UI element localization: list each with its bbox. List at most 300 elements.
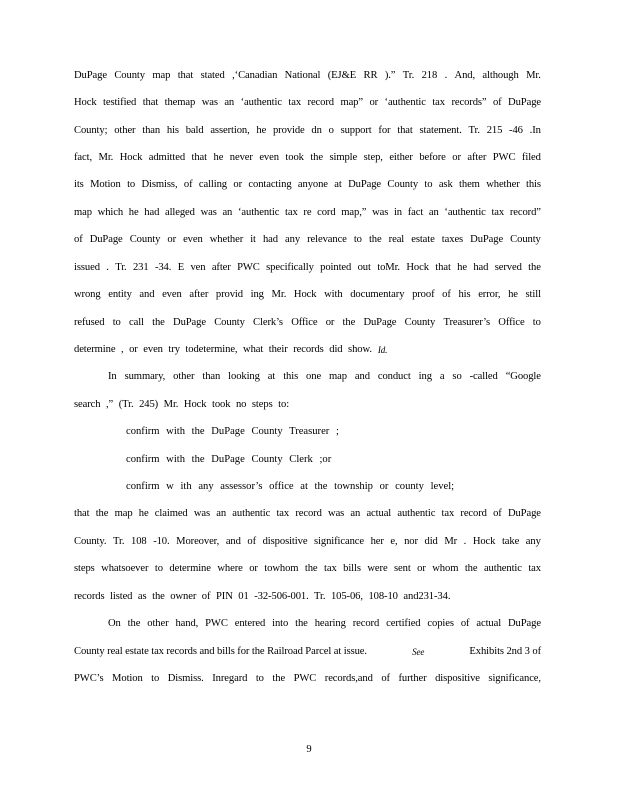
- word: other: [147, 618, 169, 629]
- word: Clerk’s: [253, 317, 283, 328]
- word: record: [352, 618, 380, 629]
- word: of: [247, 536, 257, 547]
- word: were: [367, 563, 388, 574]
- word: was: [201, 97, 218, 108]
- text-line: [74, 206, 541, 220]
- word: so: [452, 371, 462, 382]
- word: dispositive: [262, 536, 308, 547]
- word: he: [138, 508, 149, 519]
- word: County: [214, 317, 245, 328]
- word: -10.: [153, 536, 170, 547]
- word: her: [370, 536, 384, 547]
- word: or: [452, 152, 461, 163]
- word: than: [142, 125, 161, 136]
- word: the: [152, 317, 165, 328]
- word: sent: [394, 563, 411, 574]
- text-line: [74, 562, 541, 576]
- text-line-content: County real estate tax records and bills for the Railroad Parcel at issue.: [74, 646, 367, 657]
- word: County: [114, 70, 145, 81]
- word: steps: [74, 563, 95, 574]
- word: hearing: [314, 618, 346, 629]
- page-number: 9: [306, 744, 312, 755]
- word: bald: [185, 125, 204, 136]
- text-line: [74, 590, 541, 604]
- word: PWC: [293, 673, 317, 684]
- word: record: [307, 97, 334, 108]
- word: -called: [469, 371, 498, 382]
- word: Hock: [406, 262, 429, 273]
- text-line: [74, 261, 541, 275]
- word: contacting: [248, 179, 292, 190]
- word: did: [424, 536, 438, 547]
- word: map: [152, 70, 171, 81]
- word: them: [459, 179, 480, 190]
- word: that: [74, 508, 90, 519]
- word: County.: [74, 536, 107, 547]
- word: for: [378, 125, 391, 136]
- word: than: [202, 371, 221, 382]
- word: step,: [363, 152, 383, 163]
- word: Motion: [112, 673, 143, 684]
- word: “Google: [505, 371, 541, 382]
- word: County: [387, 179, 419, 190]
- word: tax: [528, 563, 541, 574]
- word: his: [166, 125, 179, 136]
- word: had: [473, 262, 489, 273]
- word: still: [525, 289, 541, 300]
- word: an: [224, 97, 235, 108]
- word: ‘authentic: [237, 207, 280, 218]
- word: and: [225, 536, 241, 547]
- word: Hock: [119, 152, 143, 163]
- word: to: [424, 179, 433, 190]
- word: Hock: [293, 289, 317, 300]
- word: to: [112, 317, 121, 328]
- word: cord: [317, 207, 336, 218]
- word: record: [295, 508, 322, 519]
- text-line-content: determine , or even try todetermine, what their records did show.: [74, 344, 372, 355]
- word: Tr.: [468, 125, 480, 136]
- word: assertion,: [210, 125, 250, 136]
- word: where: [217, 563, 243, 574]
- word: issued: [74, 262, 100, 273]
- word: Inregard: [212, 673, 248, 684]
- word: call: [129, 317, 144, 328]
- word: map: [114, 508, 133, 519]
- word: significance,: [488, 673, 541, 684]
- word: this: [526, 179, 541, 190]
- word: tax: [441, 508, 455, 519]
- word: and: [139, 289, 155, 300]
- word: the: [464, 563, 478, 574]
- word: map”: [340, 97, 363, 108]
- word: actual: [476, 618, 502, 629]
- word: testified: [103, 97, 137, 108]
- word: DuPage: [507, 618, 541, 629]
- word: ‘authentic: [384, 97, 426, 108]
- word: the: [127, 618, 141, 629]
- word: Tr.: [113, 536, 125, 547]
- word: ven: [190, 262, 206, 273]
- word: was: [200, 207, 217, 218]
- word: National: [284, 70, 321, 81]
- word: o: [328, 125, 334, 136]
- word: record”: [509, 207, 541, 218]
- word: whether: [209, 234, 244, 245]
- text-line: [74, 96, 541, 110]
- word: real: [388, 234, 405, 245]
- word: 231: [132, 262, 149, 273]
- word: an: [428, 207, 439, 218]
- word: this: [283, 371, 299, 382]
- word: alleged: [164, 207, 195, 218]
- word: or: [233, 179, 243, 190]
- text-line: [74, 645, 541, 659]
- word: it: [250, 234, 256, 245]
- word: authentic: [397, 508, 436, 519]
- word: 215: [486, 125, 503, 136]
- word: re: [303, 207, 312, 218]
- word: after: [189, 289, 209, 300]
- word: entered: [234, 618, 266, 629]
- word: Dismiss.: [167, 673, 204, 684]
- word: E: [177, 262, 185, 273]
- word: or: [369, 97, 379, 108]
- word: Office: [498, 317, 525, 328]
- text-line: [74, 316, 541, 330]
- word: the: [528, 262, 541, 273]
- text-line: [74, 288, 541, 302]
- word: the: [272, 673, 286, 684]
- word: hand,: [175, 618, 199, 629]
- text-line: [74, 535, 541, 549]
- word: authentic: [483, 563, 522, 574]
- word: its: [74, 179, 84, 190]
- word: to: [353, 234, 362, 245]
- word: other: [173, 371, 195, 382]
- word: ‘authentic: [444, 207, 486, 218]
- word: an: [222, 207, 233, 218]
- word: after: [211, 262, 231, 273]
- word: PWC’s: [74, 673, 104, 684]
- word: was: [328, 508, 345, 519]
- word: DuPage: [89, 234, 123, 245]
- word: any: [525, 536, 541, 547]
- word: DuPage: [470, 234, 504, 245]
- word: conduct: [377, 371, 411, 382]
- word: e,: [390, 536, 398, 547]
- word: significance: [314, 536, 364, 547]
- list-item-text: confirm with the DuPage County Treasurer ;: [126, 426, 339, 437]
- word: of: [460, 618, 470, 629]
- text-line: [74, 151, 541, 165]
- word: .: [463, 536, 467, 547]
- word: Hock: [74, 97, 97, 108]
- word: the: [295, 618, 308, 629]
- word: take: [501, 536, 520, 547]
- id-citation: Id.: [377, 345, 388, 355]
- word: documentary: [350, 289, 405, 300]
- word: bills: [343, 563, 361, 574]
- word: or: [417, 563, 426, 574]
- word: simple: [329, 152, 358, 163]
- list-item: [108, 453, 331, 467]
- word: .In: [529, 125, 541, 136]
- word: any: [285, 234, 301, 245]
- word: error,: [478, 289, 501, 300]
- word: even: [259, 152, 279, 163]
- word: of: [381, 673, 390, 684]
- word: record: [460, 508, 487, 519]
- word: had: [144, 207, 160, 218]
- word: Moreover,: [176, 536, 220, 547]
- list-item: [108, 480, 454, 494]
- word: had: [262, 234, 278, 245]
- word: provid: [215, 289, 243, 300]
- word: of: [442, 289, 451, 300]
- word: Mr.: [271, 289, 287, 300]
- word: even: [162, 289, 182, 300]
- word: to: [154, 563, 163, 574]
- list-item-text: confirm w ith any assessor’s office at the township or county level;: [126, 481, 455, 492]
- text-line: [74, 398, 541, 412]
- word: the: [368, 234, 382, 245]
- word: further: [398, 673, 427, 684]
- word: DuPage: [363, 317, 397, 328]
- word: towhom: [264, 563, 299, 574]
- word: Dismiss,: [141, 179, 178, 190]
- word: DuPage: [348, 179, 382, 190]
- word: specifically: [266, 262, 314, 273]
- word: or: [167, 234, 176, 245]
- word: an: [216, 508, 227, 519]
- list-item-text: confirm with the DuPage County Clerk ;or: [126, 454, 332, 465]
- word: even: [183, 234, 203, 245]
- text-line: [74, 69, 541, 83]
- word: at: [267, 371, 276, 382]
- text-line: [74, 343, 541, 357]
- text-line: [74, 233, 541, 247]
- text-line: [108, 617, 541, 631]
- word: the: [310, 152, 323, 163]
- word: or: [249, 563, 258, 574]
- word: PWC: [492, 152, 516, 163]
- word: of: [493, 508, 502, 519]
- word: refused: [74, 317, 105, 328]
- word: entity: [108, 289, 132, 300]
- word: that: [142, 97, 159, 108]
- word: themap: [164, 97, 196, 108]
- text-line: [74, 124, 541, 138]
- word: ing: [418, 371, 432, 382]
- word: map,”: [341, 207, 367, 218]
- word: admitted: [148, 152, 186, 163]
- word: the: [342, 317, 356, 328]
- word: fact,: [74, 152, 93, 163]
- word: at: [334, 179, 342, 190]
- word: whom: [432, 563, 459, 574]
- word: a: [439, 371, 445, 382]
- word: Mr.: [98, 152, 114, 163]
- word: -46: [509, 125, 523, 136]
- word: Hock: [472, 536, 496, 547]
- word: -34.: [154, 262, 172, 273]
- word: which: [97, 207, 124, 218]
- word: out: [357, 262, 371, 273]
- word: in: [393, 207, 402, 218]
- word: to: [255, 673, 264, 684]
- word: he: [508, 289, 518, 300]
- word: took: [285, 152, 304, 163]
- word: County: [404, 317, 436, 328]
- word: tax: [285, 207, 298, 218]
- word: (EJ&E: [327, 70, 357, 81]
- bullet-icon: [108, 425, 126, 439]
- word: records”: [451, 97, 487, 108]
- word: anyone: [297, 179, 328, 190]
- word: he: [256, 125, 267, 136]
- word: to: [532, 317, 541, 328]
- word: he: [213, 152, 224, 163]
- word: calling: [198, 179, 228, 190]
- word: one: [306, 371, 322, 382]
- word: County: [129, 234, 161, 245]
- word: or: [325, 317, 335, 328]
- word: .: [444, 70, 448, 81]
- word: proof: [412, 289, 435, 300]
- bullet-icon: [108, 453, 126, 467]
- word: that: [177, 70, 194, 81]
- word: was: [193, 508, 211, 519]
- word: And,: [454, 70, 476, 81]
- word: copies: [427, 618, 454, 629]
- word: claimed: [154, 508, 188, 519]
- word: Tr.: [115, 262, 127, 273]
- word: served: [494, 262, 522, 273]
- word: dispositive: [435, 673, 480, 684]
- word: statement.: [419, 125, 462, 136]
- word: either: [389, 152, 413, 163]
- word: of: [492, 97, 502, 108]
- see-citation: See: [412, 647, 425, 657]
- word: dn: [311, 125, 322, 136]
- word: stated: [200, 70, 225, 81]
- word: was: [372, 207, 389, 218]
- word: relevance: [307, 234, 347, 245]
- word: County;: [74, 125, 108, 136]
- text-line-content: Exhibits 2nd 3 of: [469, 646, 541, 657]
- word: looking: [228, 371, 260, 382]
- word: tax: [491, 207, 505, 218]
- word: DuPage: [173, 317, 206, 328]
- word: nor: [404, 536, 418, 547]
- word: DuPage: [507, 508, 541, 519]
- word: Mr.: [526, 70, 541, 81]
- word: actual: [366, 508, 392, 519]
- word: pointed: [320, 262, 352, 273]
- word: whether: [486, 179, 520, 190]
- word: 108: [131, 536, 147, 547]
- word: wrong: [74, 289, 101, 300]
- word: to: [151, 673, 160, 684]
- word: of: [74, 234, 83, 245]
- word: tax: [432, 97, 445, 108]
- word: Motion: [90, 179, 121, 190]
- word: although: [482, 70, 519, 81]
- word: map: [74, 207, 92, 218]
- word: toMr.: [377, 262, 400, 273]
- word: ing: [250, 289, 264, 300]
- word: certified: [386, 618, 421, 629]
- word: into: [272, 618, 289, 629]
- word: tax: [324, 563, 337, 574]
- word: DuPage: [74, 70, 107, 81]
- word: Treasurer’s: [443, 317, 491, 328]
- word: determine: [169, 563, 211, 574]
- word: PWC: [205, 618, 228, 629]
- text-line: [74, 672, 541, 686]
- word: ,‘Canadian: [232, 70, 278, 81]
- word: ask: [438, 179, 453, 190]
- word: tax: [288, 97, 302, 108]
- word: that: [191, 152, 208, 163]
- word: after: [467, 152, 487, 163]
- word: he: [128, 207, 139, 218]
- word: tax: [276, 508, 290, 519]
- word: ).”: [384, 70, 396, 81]
- word: On: [108, 618, 121, 629]
- word: In: [108, 371, 117, 382]
- word: with: [324, 289, 343, 300]
- list-item: [108, 425, 339, 439]
- word: County: [510, 234, 541, 245]
- word: estate: [411, 234, 435, 245]
- word: Tr.: [402, 70, 415, 81]
- word: Mr: [444, 536, 458, 547]
- word: the: [304, 563, 318, 574]
- word: an: [350, 508, 361, 519]
- word: never: [229, 152, 253, 163]
- word: ‘authentic: [240, 97, 282, 108]
- word: authentic: [232, 508, 271, 519]
- text-line: [108, 370, 541, 384]
- word: map: [329, 371, 347, 382]
- word: other: [114, 125, 136, 136]
- word: fact: [407, 207, 424, 218]
- word: to: [127, 179, 136, 190]
- word: he: [457, 262, 467, 273]
- word: Office: [291, 317, 318, 328]
- bullet-icon: [108, 480, 126, 494]
- word: that: [397, 125, 413, 136]
- word: his: [458, 289, 471, 300]
- text-line: [74, 507, 541, 521]
- word: filed: [521, 152, 541, 163]
- word: 218: [421, 70, 438, 81]
- word: that: [435, 262, 451, 273]
- word: and: [354, 371, 370, 382]
- word: .: [106, 262, 109, 273]
- word: summary,: [124, 371, 166, 382]
- word: before: [419, 152, 446, 163]
- word: of: [183, 179, 193, 190]
- word: support: [340, 125, 372, 136]
- word: whatsoever: [101, 563, 149, 574]
- word: provide: [272, 125, 305, 136]
- word: records,and: [324, 673, 373, 684]
- word: PWC: [237, 262, 260, 273]
- word: DuPage: [508, 97, 541, 108]
